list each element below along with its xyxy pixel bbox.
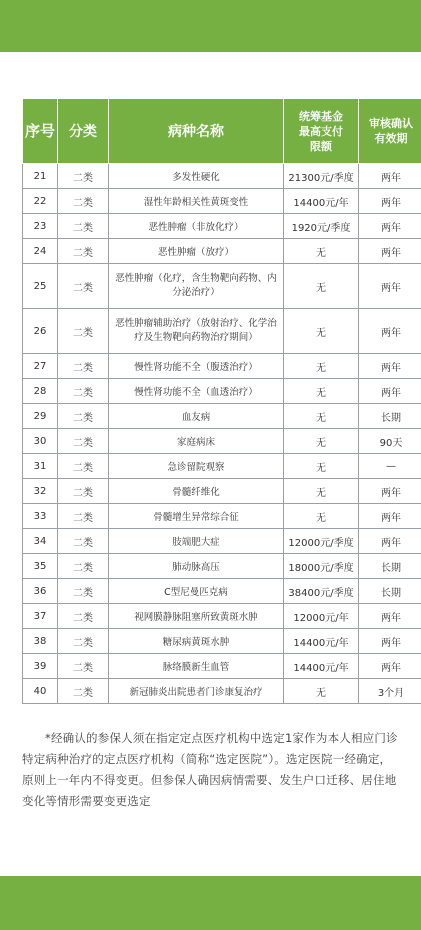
table-row bbox=[23, 554, 421, 579]
row-disease-name: 多发性硬化 bbox=[109, 164, 284, 189]
row-category: 二类 bbox=[58, 354, 109, 379]
row-payment-limit: 无 bbox=[284, 309, 359, 354]
table-row bbox=[23, 354, 421, 379]
row-payment-limit: 无 bbox=[284, 429, 359, 454]
row-number: 25 bbox=[23, 264, 58, 309]
row-category: 二类 bbox=[58, 554, 109, 579]
bottom-banner bbox=[0, 876, 421, 930]
row-validity: 两年 bbox=[359, 479, 421, 504]
row-category: 二类 bbox=[58, 454, 109, 479]
row-disease-name: 家庭病床 bbox=[109, 429, 284, 454]
table-row bbox=[23, 429, 421, 454]
row-number: 24 bbox=[23, 239, 58, 264]
row-validity: 长期 bbox=[359, 579, 421, 604]
row-validity: 两年 bbox=[359, 264, 421, 309]
row-payment-limit: 18000元/季度 bbox=[284, 554, 359, 579]
row-validity: 长期 bbox=[359, 404, 421, 429]
row-category: 二类 bbox=[58, 679, 109, 704]
table-row bbox=[23, 379, 421, 404]
row-validity: 两年 bbox=[359, 309, 421, 354]
row-validity: 两年 bbox=[359, 654, 421, 679]
row-validity: 两年 bbox=[359, 529, 421, 554]
row-category: 二类 bbox=[58, 164, 109, 189]
table-row bbox=[23, 214, 421, 239]
row-payment-limit: 无 bbox=[284, 239, 359, 264]
row-payment-limit: 无 bbox=[284, 404, 359, 429]
row-category: 二类 bbox=[58, 604, 109, 629]
row-number: 36 bbox=[23, 579, 58, 604]
row-validity: 两年 bbox=[359, 379, 421, 404]
row-category: 二类 bbox=[58, 479, 109, 504]
row-payment-limit: 38400元/季度 bbox=[284, 579, 359, 604]
row-number: 31 bbox=[23, 454, 58, 479]
header-limit-line1: 统筹基金 bbox=[299, 109, 343, 123]
row-category: 二类 bbox=[58, 264, 109, 309]
row-disease-name: C型尼曼匹克病 bbox=[109, 579, 284, 604]
row-validity: 两年 bbox=[359, 629, 421, 654]
row-disease-name: 视网膜静脉阻塞所致黄斑水肿 bbox=[109, 604, 284, 629]
row-category: 二类 bbox=[58, 189, 109, 214]
row-validity: 两年 bbox=[359, 239, 421, 264]
row-category: 二类 bbox=[58, 504, 109, 529]
row-number: 32 bbox=[23, 479, 58, 504]
table-row bbox=[23, 454, 421, 479]
row-disease-name: 急诊留院观察 bbox=[109, 454, 284, 479]
table-row bbox=[23, 679, 421, 704]
table-row bbox=[23, 604, 421, 629]
row-payment-limit: 14400元/年 bbox=[284, 629, 359, 654]
row-category: 二类 bbox=[58, 629, 109, 654]
row-payment-limit: 14400元/年 bbox=[284, 654, 359, 679]
row-category: 二类 bbox=[58, 379, 109, 404]
row-disease-name: 糖尿病黄斑水肿 bbox=[109, 629, 284, 654]
row-validity: 两年 bbox=[359, 189, 421, 214]
row-validity: 两年 bbox=[359, 354, 421, 379]
row-category: 二类 bbox=[58, 654, 109, 679]
row-number: 34 bbox=[23, 529, 58, 554]
table-row bbox=[23, 404, 421, 429]
row-validity: 两年 bbox=[359, 504, 421, 529]
row-disease-name: 肺动脉高压 bbox=[109, 554, 284, 579]
row-payment-limit: 无 bbox=[284, 679, 359, 704]
row-disease-name: 肢端肥大症 bbox=[109, 529, 284, 554]
row-payment-limit: 21300元/季度 bbox=[284, 164, 359, 189]
table-row bbox=[23, 654, 421, 679]
footnote-text: *经确认的参保人须在指定定点医疗机构中选定1家作为本人相应门诊特定病种治疗的定点医疗机构（简称“选定医院”）。选定医院一经确定，原则上一年内不得变更。但参保人确因病情需要、发生户口迁移、居住地变化等情形需要变更选定 bbox=[22, 731, 398, 808]
row-number: 38 bbox=[23, 629, 58, 654]
table-row bbox=[23, 309, 421, 354]
table-row bbox=[23, 164, 421, 189]
row-disease-name: 恶性肿瘤辅助治疗（放射治疗、化学治疗及生物靶向药物治疗期间） bbox=[109, 309, 284, 354]
row-validity: 两年 bbox=[359, 604, 421, 629]
row-payment-limit: 无 bbox=[284, 479, 359, 504]
header-limit-line2: 最高支付 bbox=[299, 124, 343, 138]
header-validity bbox=[359, 99, 421, 164]
table-row bbox=[23, 579, 421, 604]
row-validity: — bbox=[359, 454, 421, 479]
row-category: 二类 bbox=[58, 429, 109, 454]
row-number: 29 bbox=[23, 404, 58, 429]
row-number: 35 bbox=[23, 554, 58, 579]
row-validity: 长期 bbox=[359, 554, 421, 579]
table-row bbox=[23, 189, 421, 214]
row-number: 26 bbox=[23, 309, 58, 354]
row-number: 28 bbox=[23, 379, 58, 404]
row-payment-limit: 无 bbox=[284, 379, 359, 404]
table-row bbox=[23, 239, 421, 264]
row-disease-name: 骨髓纤维化 bbox=[109, 479, 284, 504]
header-valid-line2: 有效期 bbox=[374, 132, 408, 145]
row-validity: 3个月 bbox=[359, 679, 421, 704]
table-header-row bbox=[23, 99, 421, 164]
table-row bbox=[23, 629, 421, 654]
row-payment-limit: 12000元/年 bbox=[284, 604, 359, 629]
row-category: 二类 bbox=[58, 214, 109, 239]
row-disease-name: 骨髓增生异常综合征 bbox=[109, 504, 284, 529]
row-disease-name: 湿性年龄相关性黄斑变性 bbox=[109, 189, 284, 214]
row-number: 37 bbox=[23, 604, 58, 629]
row-number: 39 bbox=[23, 654, 58, 679]
row-number: 22 bbox=[23, 189, 58, 214]
row-payment-limit: 14400元/年 bbox=[284, 189, 359, 214]
table-row bbox=[23, 504, 421, 529]
table-body bbox=[23, 164, 421, 704]
row-disease-name: 血友病 bbox=[109, 404, 284, 429]
row-number: 40 bbox=[23, 679, 58, 704]
header-no-text: 序号 bbox=[25, 122, 56, 140]
row-category: 二类 bbox=[58, 529, 109, 554]
top-banner bbox=[0, 0, 421, 52]
table-row bbox=[23, 479, 421, 504]
row-disease-name: 恶性肿瘤（放疗） bbox=[109, 239, 284, 264]
row-validity: 90天 bbox=[359, 429, 421, 454]
row-category: 二类 bbox=[58, 579, 109, 604]
row-payment-limit: 1920元/季度 bbox=[284, 214, 359, 239]
disease-table bbox=[22, 98, 421, 704]
row-payment-limit: 无 bbox=[284, 504, 359, 529]
table-row bbox=[23, 529, 421, 554]
row-disease-name: 慢性肾功能不全（血透治疗） bbox=[109, 379, 284, 404]
row-payment-limit: 12000元/季度 bbox=[284, 529, 359, 554]
row-category: 二类 bbox=[58, 309, 109, 354]
row-payment-limit: 无 bbox=[284, 264, 359, 309]
row-category: 二类 bbox=[58, 239, 109, 264]
row-disease-name: 恶性肿瘤（非放化疗） bbox=[109, 214, 284, 239]
header-payment-limit bbox=[284, 99, 359, 164]
row-number: 30 bbox=[23, 429, 58, 454]
row-number: 23 bbox=[23, 214, 58, 239]
disease-table-container bbox=[22, 98, 413, 704]
header-no bbox=[23, 99, 58, 164]
row-disease-name: 新冠肺炎出院患者门诊康复治疗 bbox=[109, 679, 284, 704]
row-category: 二类 bbox=[58, 404, 109, 429]
row-number: 27 bbox=[23, 354, 58, 379]
table-row bbox=[23, 264, 421, 309]
row-number: 21 bbox=[23, 164, 58, 189]
header-valid-line1: 审核确认 bbox=[369, 117, 413, 130]
row-payment-limit: 无 bbox=[284, 354, 359, 379]
row-number: 33 bbox=[23, 504, 58, 529]
header-category: 分类 bbox=[58, 99, 109, 164]
row-validity: 两年 bbox=[359, 164, 421, 189]
header-disease-name: 病种名称 bbox=[109, 99, 284, 164]
row-disease-name: 恶性肿瘤（化疗，含生物靶向药物、内分泌治疗） bbox=[109, 264, 284, 309]
row-disease-name: 慢性肾功能不全（腹透治疗） bbox=[109, 354, 284, 379]
row-disease-name: 脉络膜新生血管 bbox=[109, 654, 284, 679]
header-limit-line3: 限额 bbox=[310, 139, 332, 153]
row-validity: 两年 bbox=[359, 214, 421, 239]
row-payment-limit: 无 bbox=[284, 454, 359, 479]
